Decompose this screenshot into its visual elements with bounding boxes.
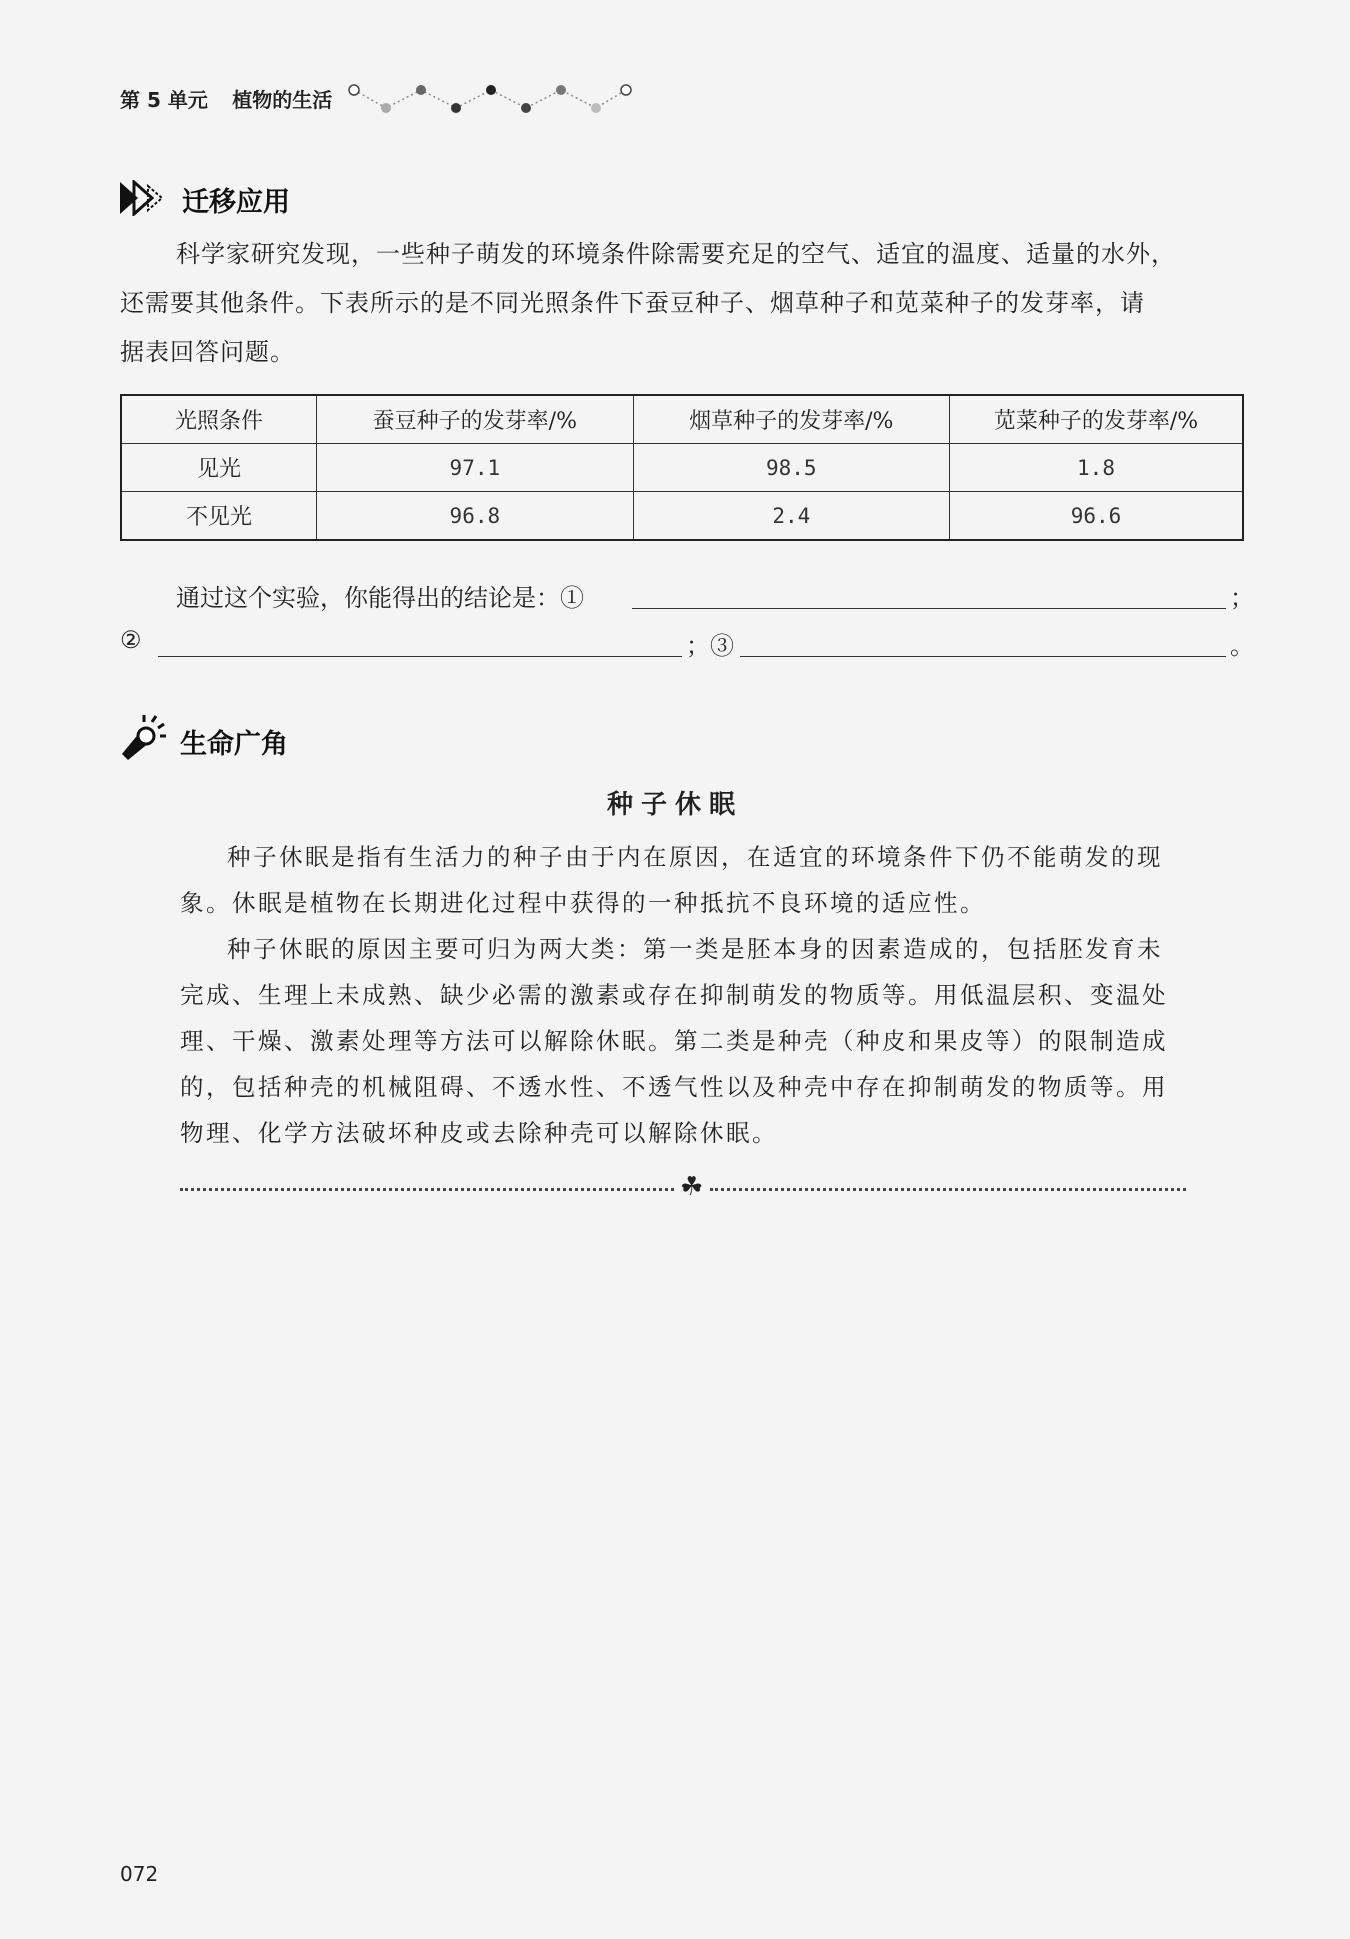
dotted-divider-left — [180, 1188, 674, 1191]
table-header-cell: 光照条件 — [121, 395, 317, 444]
flashlight-icon — [120, 714, 166, 762]
table-cell: 不见光 — [121, 492, 317, 541]
table-header-cell: 烟草种子的发芽率/% — [633, 395, 949, 444]
intro-line: 据表回答问题。 — [120, 338, 295, 366]
intro-paragraph — [120, 230, 1260, 377]
table-cell: 96.6 — [950, 492, 1244, 541]
essay-body — [180, 834, 1186, 1156]
table-header-cell: 蚕豆种子的发芽率/% — [317, 395, 633, 444]
answer-blank-2[interactable] — [158, 656, 682, 657]
section-heading-transfer: 迁移应用 — [182, 187, 290, 218]
germination-rate-table — [120, 394, 1244, 541]
clover-icon: ☘ — [680, 1172, 704, 1202]
table-header-row — [121, 395, 1243, 444]
intro-line: 还需要其他条件。下表所示的是不同光照条件下蚕豆种子、烟草种子和苋菜种子的发芽率，请 — [120, 289, 1145, 317]
question-lead: 通过这个实验，你能得出的结论是：① — [176, 584, 584, 612]
essay-paragraph: 种子休眠的原因主要可归为两大类：第一类是胚本身的因素造成的，包括胚发育未完成、生理上未成熟、缺少必需的激素或存在抑制萌发的物质等。用低温层积、变温处理、干燥、激素处理等方法可以解除休眠。第二类是种壳（种皮和果皮等）的限制造成的，包括种壳的机械阻碍、不透水性、不透气性以及种壳中存在抑制萌发的物质等。用物理、化学方法破坏种皮或去除种壳可以解除休眠。 — [180, 935, 1168, 1147]
table-cell: 见光 — [121, 444, 317, 492]
running-head — [120, 84, 332, 113]
question-period: 。 — [1230, 632, 1254, 660]
question-semicolon: ； — [1230, 584, 1254, 612]
answer-blank-1[interactable] — [632, 608, 1226, 609]
answer-blank-3[interactable] — [740, 656, 1226, 657]
essay-title: 种子休眠 — [606, 790, 743, 820]
table-row — [121, 444, 1243, 492]
chapter-label: 第 5 单元 — [120, 88, 208, 112]
essay-paragraph: 种子休眠是指有生活力的种子由于内在原因，在适宜的环境条件下仍不能萌发的现象。休眠是植物在长期进化过程中获得的一种抵抗不良环境的适应性。 — [180, 843, 1163, 917]
section-heading-life-perspective: 生命广角 — [180, 729, 288, 760]
question-separator: ；③ — [686, 632, 734, 660]
table-cell: 97.1 — [317, 444, 633, 492]
dotted-divider-right — [710, 1188, 1186, 1191]
table-cell: 2.4 — [633, 492, 949, 541]
table-cell: 1.8 — [950, 444, 1244, 492]
table-row — [121, 492, 1243, 541]
zigzag-bead-decoration — [346, 80, 636, 116]
chapter-title: 植物的生活 — [232, 88, 333, 112]
question-mark-2: ② — [120, 626, 142, 654]
page-number: 072 — [120, 1862, 159, 1886]
fast-forward-arrows-icon — [118, 180, 168, 216]
table-header-cell: 苋菜种子的发芽率/% — [950, 395, 1244, 444]
intro-line: 科学家研究发现，一些种子萌发的环境条件除需要充足的空气、适宜的温度、适量的水外， — [176, 240, 1176, 268]
table-cell: 98.5 — [633, 444, 949, 492]
table-cell: 96.8 — [317, 492, 633, 541]
